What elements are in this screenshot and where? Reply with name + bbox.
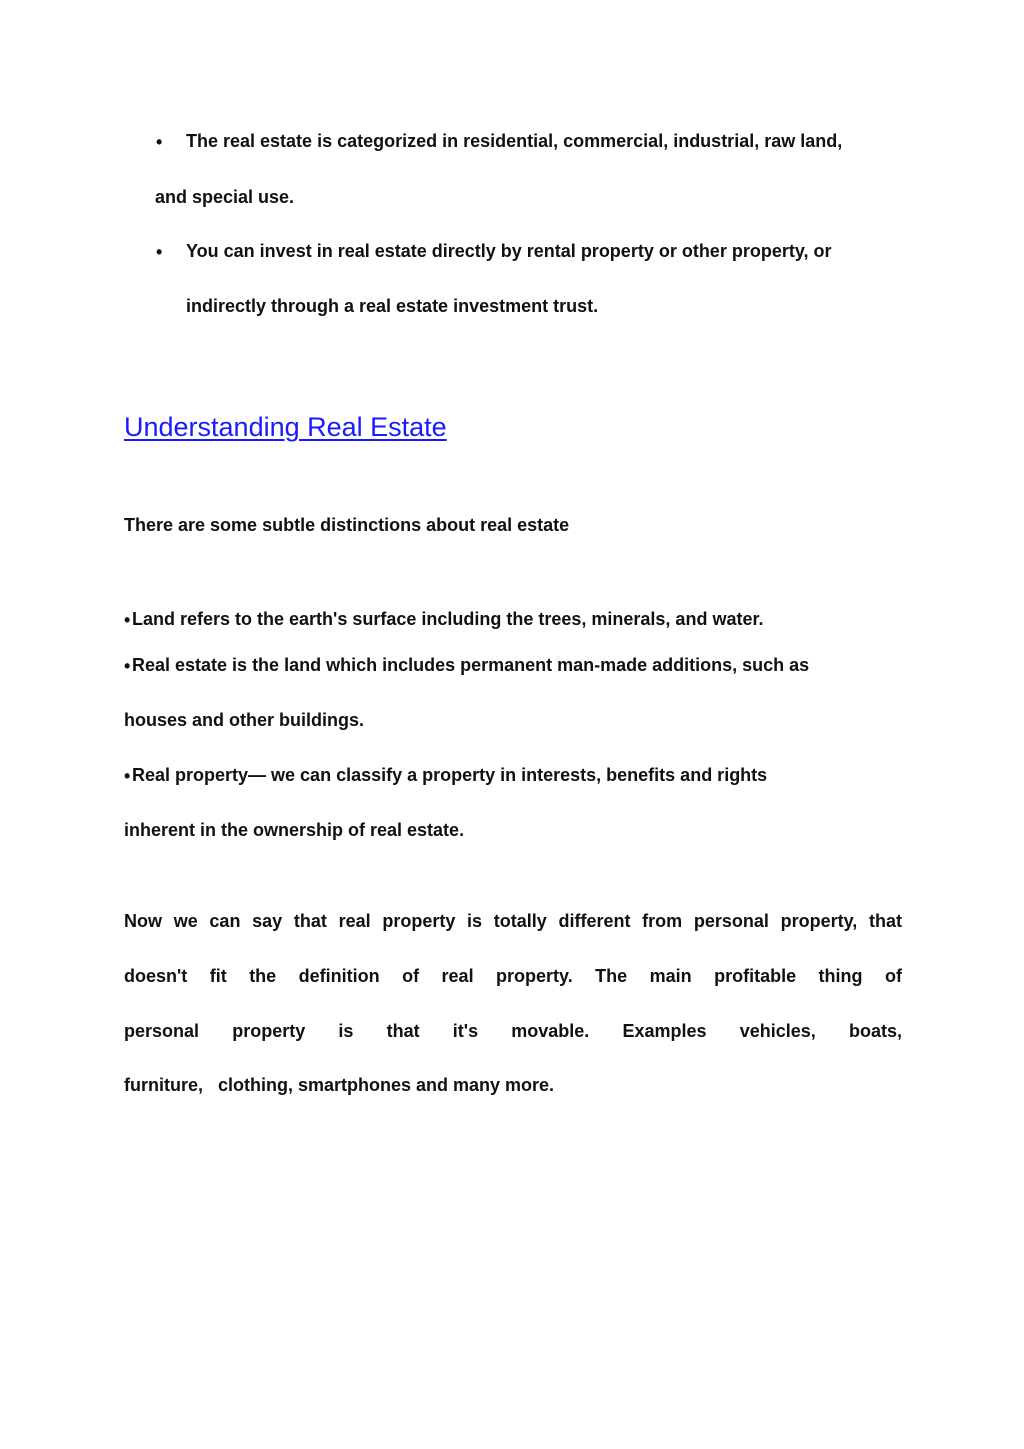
list-item-text: The real estate is categorized in residential, commercial, industrial, raw land, bbox=[186, 131, 843, 151]
section-intro: There are some subtle distinctions about real estate bbox=[124, 515, 570, 535]
paragraph-line: Now we can say that real property is totally different from personal property, that bbox=[124, 911, 902, 931]
bullet-dot: • bbox=[124, 766, 131, 786]
paragraph-line: personal property is that it's movable. Examples vehicles, boats, bbox=[124, 1021, 902, 1041]
list-item-text: You can invest in real estate directly by rental property or other property, or bbox=[186, 241, 832, 261]
list-item-text: and special use. bbox=[155, 187, 295, 207]
paragraph-line: furniture, clothing, smartphones and many more. bbox=[124, 1075, 555, 1095]
list-item-text: Real property— we can classify a property in interests, benefits and rights bbox=[132, 765, 768, 785]
paragraph-line: doesn't fit the definition of real property. The main profitable thing of bbox=[124, 966, 902, 986]
bullet-dot: • bbox=[156, 132, 163, 152]
list-item-text: Land refers to the earth's surface including the trees, minerals, and water. bbox=[132, 609, 764, 629]
bullet-dot: • bbox=[124, 610, 131, 630]
bullet-dot: • bbox=[156, 242, 163, 262]
list-item-text: indirectly through a real estate investment trust. bbox=[186, 296, 599, 316]
list-item-text: Real estate is the land which includes permanent man-made additions, such as bbox=[132, 655, 810, 675]
section-heading-link[interactable]: Understanding Real Estate bbox=[124, 412, 447, 442]
list-item-text: inherent in the ownership of real estate. bbox=[124, 820, 465, 840]
bullet-dot: • bbox=[124, 656, 131, 676]
list-item-text: houses and other buildings. bbox=[124, 710, 365, 730]
